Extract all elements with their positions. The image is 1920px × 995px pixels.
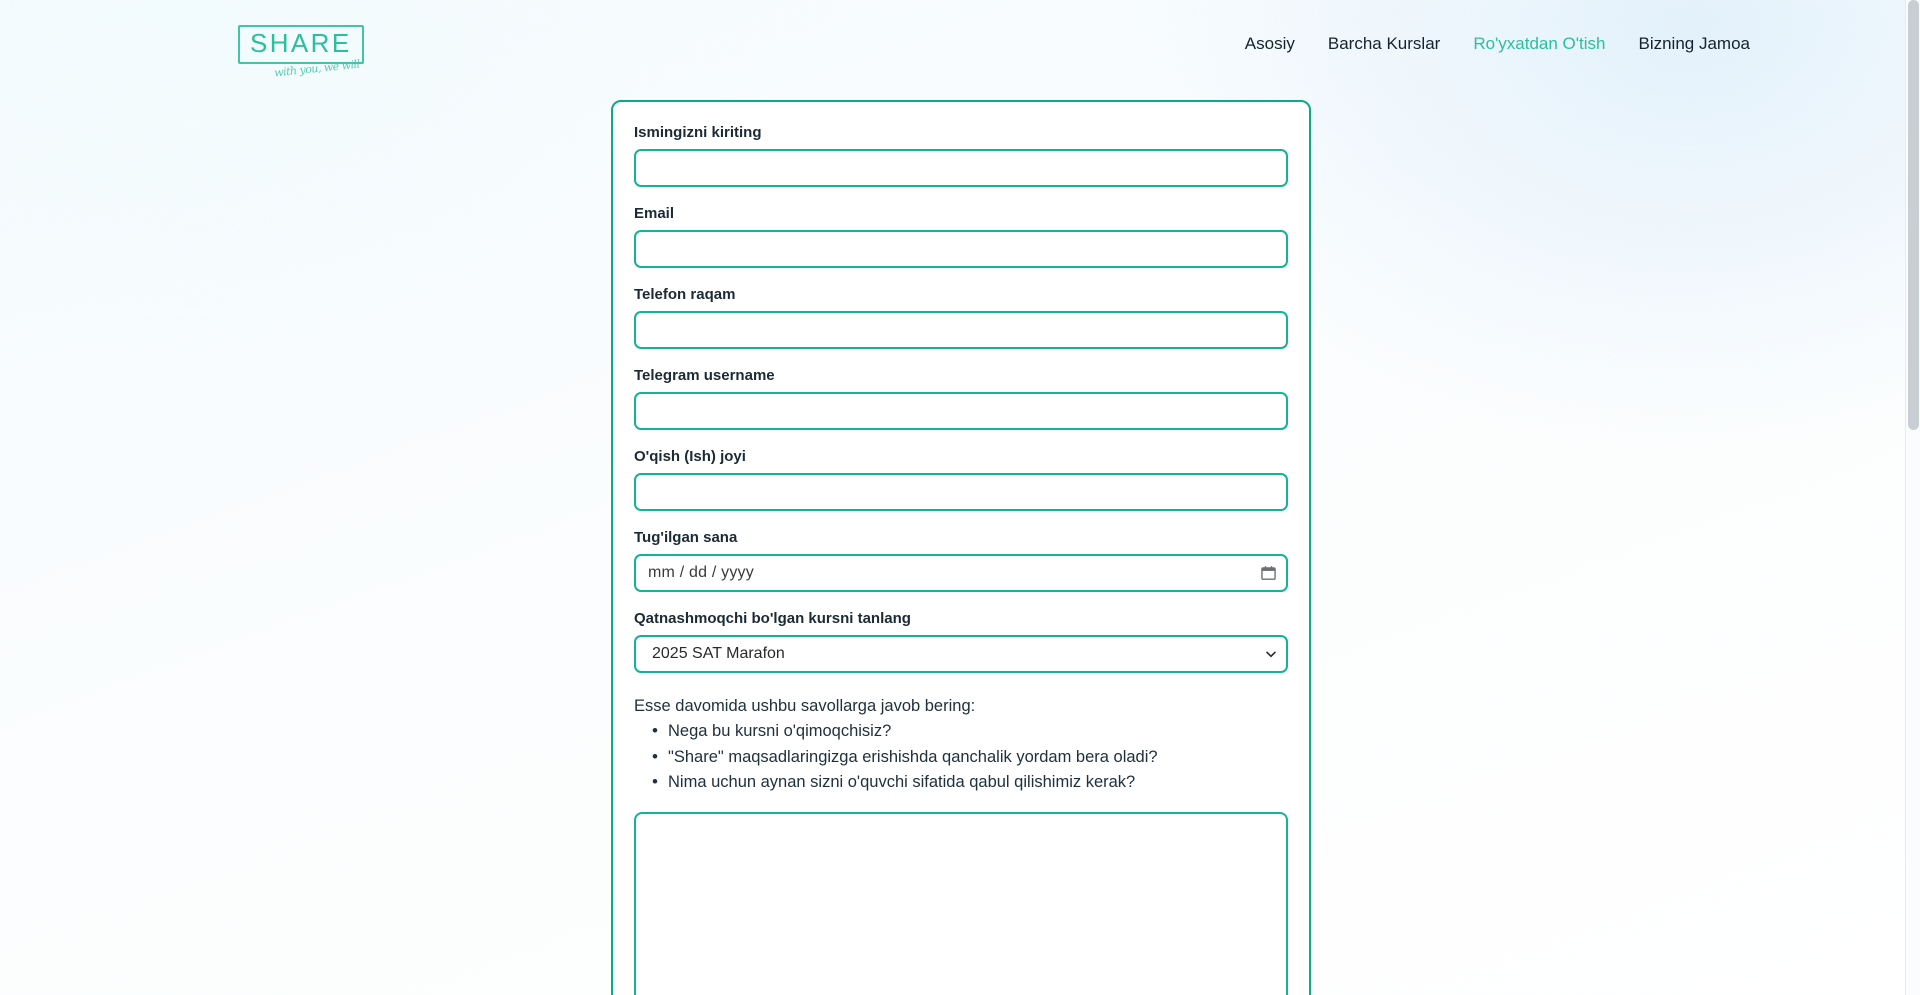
course-select-value[interactable]: 2025 SAT Marafon — [634, 635, 1288, 673]
field-group-email — [634, 205, 1288, 268]
label-course: Qatnashmoqchi bo'lgan kursni tanlang — [634, 610, 911, 627]
label-email: Email — [634, 205, 675, 222]
label-phone: Telefon raqam — [634, 286, 736, 303]
telegram-input[interactable] — [634, 392, 1288, 430]
essay-question-item: • Nega bu kursni o'qimoqchisiz? — [646, 719, 1288, 745]
field-group-telegram — [634, 367, 1288, 430]
main-nav — [1245, 34, 1750, 54]
label-birthdate: Tug'ilgan sana — [634, 529, 738, 546]
logo-wordmark: SHARE — [250, 27, 352, 58]
page-scrollbar[interactable] — [1905, 0, 1920, 995]
workplace-input[interactable] — [634, 473, 1288, 511]
nav-link-bizning-jamoa[interactable]: Bizning Jamoa — [1638, 34, 1750, 53]
label-workplace: O'qish (Ish) joyi — [634, 448, 746, 465]
name-input[interactable] — [634, 149, 1288, 187]
nav-link-royxatdan-otish[interactable]: Ro'yxatdan O'tish — [1473, 34, 1606, 53]
essay-textarea[interactable] — [634, 812, 1288, 995]
field-group-course — [634, 610, 1288, 673]
calendar-icon[interactable] — [1261, 566, 1276, 581]
birthdate-field[interactable] — [634, 554, 1288, 592]
chevron-down-icon[interactable] — [1265, 648, 1277, 660]
label-telegram: Telegram username — [634, 367, 775, 384]
essay-question-item: • Nima uchun aynan sizni o'quvchi sifatida qabul qilishimiz kerak? — [646, 770, 1288, 796]
logo-frame — [238, 25, 364, 64]
field-group-name — [634, 124, 1288, 187]
scrollbar-thumb[interactable] — [1908, 0, 1919, 430]
email-input[interactable] — [634, 230, 1288, 268]
essay-section — [634, 695, 1288, 995]
registration-form-card — [611, 100, 1311, 995]
course-select[interactable] — [634, 635, 1288, 673]
birthdate-input[interactable]: mm / dd / yyyy — [634, 554, 1288, 592]
nav-link-asosiy[interactable]: Asosiy — [1244, 34, 1295, 53]
nav-link-barcha-kurslar[interactable]: Barcha Kurslar — [1327, 34, 1441, 53]
essay-intro-text: Esse davomida ushbu savollarga javob bering: — [634, 697, 976, 715]
field-group-workplace — [634, 448, 1288, 511]
essay-question-list — [646, 719, 1288, 796]
field-group-phone — [634, 286, 1288, 349]
field-group-birthdate — [634, 529, 1288, 592]
phone-input[interactable] — [634, 311, 1288, 349]
site-header — [0, 0, 1920, 88]
brand-logo[interactable] — [238, 25, 361, 79]
label-name: Ismingizni kiriting — [634, 124, 762, 141]
logo-script-tagline: with you, we will — [273, 57, 361, 79]
essay-question-item: • "Share" maqsadlaringizga erishishda qanchalik yordam bera oladi? — [646, 745, 1288, 771]
